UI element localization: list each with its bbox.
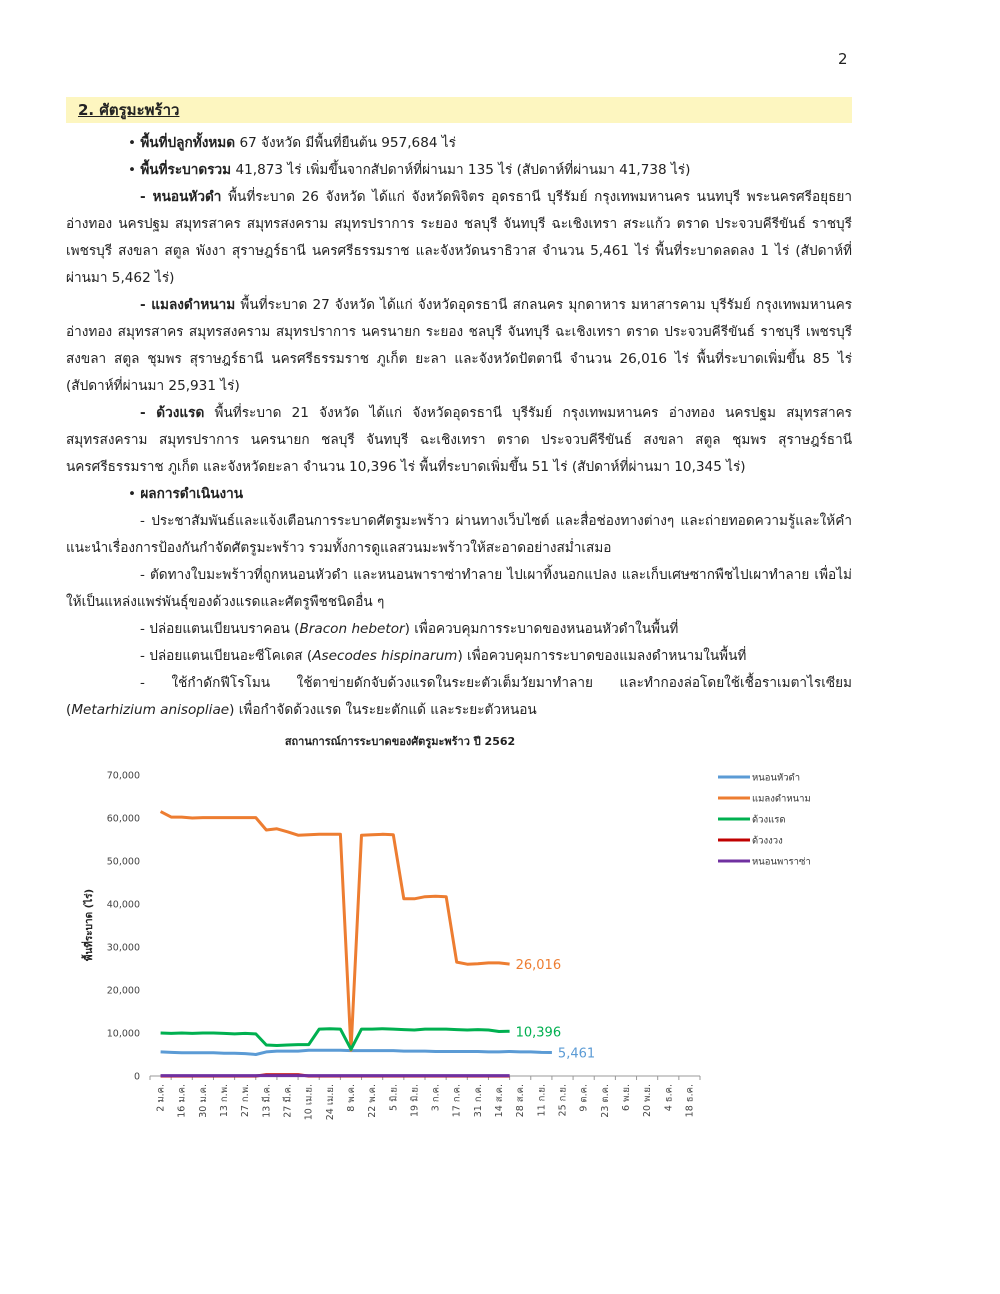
y-tick-label: 30,000 [106,942,140,954]
outbreak-text: 41,873 ไร่ เพิ่มขึ้นจากสัปดาห์ที่ผ่านมา 135 ไร่ (สัปดาห์ที่ผ่านมา 41,738 ไร่) [235,162,691,178]
section-heading-text: 2. ศัตรูมะพร้าว [78,101,180,119]
y-tick-label: 70,000 [106,770,140,782]
x-tick-label: 30 ม.ค. [197,1084,209,1118]
scientific-name: Metarhizium anisopliae [71,702,230,718]
result-item-5 [66,670,852,724]
x-tick-label: 16 ม.ค. [176,1084,188,1118]
pest-paragraph-black-headed-caterpillar [66,184,852,292]
x-tick-label: 25 ก.ย. [557,1084,569,1117]
legend-label: ด้วงงวง [752,835,783,847]
x-tick-label: 14 ส.ค. [494,1084,506,1118]
y-tick-label: 0 [133,1071,140,1083]
x-tick-label: 5 มิ.ย. [388,1084,400,1111]
y-tick-label: 20,000 [106,985,140,997]
y-tick-label: 60,000 [106,813,140,825]
outbreak-chart [70,725,850,1125]
series-line [161,1050,552,1054]
x-tick-label: 27 ก.พ. [240,1084,252,1118]
result-item-4-a: - ปล่อยแตนเบียนอะซีโคเดส ( [140,648,313,664]
pest-label: - แมลงดำหนาม [140,297,236,313]
outbreak-line: • พื้นที่ระบาดรวม 41,873 ไร่ เพิ่มขึ้นจากสัปดาห์ที่ผ่านมา 135 ไร่ (สัปดาห์ที่ผ่านมา 41,738 ไร่) [128,162,691,178]
x-tick-label: 17 ก.ค. [451,1084,463,1118]
x-tick-label: 9 ต.ค. [578,1084,590,1112]
y-tick-label: 10,000 [106,1028,140,1040]
scientific-name: Bracon hebetor [299,621,405,637]
results-heading: • ผลการดำเนินงาน [128,486,244,502]
x-tick-label: 23 ต.ค. [599,1084,611,1118]
x-tick-label: 19 มิ.ย. [409,1084,421,1117]
scientific-name: Asecodes hispinarum [312,648,458,664]
x-tick-label: 11 ก.ย. [536,1084,548,1117]
pest-paragraph-rhinoceros-beetle [66,400,852,481]
x-tick-label: 20 พ.ย. [642,1084,654,1117]
total-area-text: 67 จังหวัด มีพื้นที่ยืนต้น 957,684 ไร่ [239,135,456,151]
series-line [161,812,510,1051]
x-tick-label: 27 มี.ค. [282,1084,294,1118]
x-tick-label: 2 ม.ค. [155,1084,167,1112]
legend-label: แมลงดำหนาม [752,793,811,805]
result-item-1: - ประชาสัมพันธ์และแจ้งเตือนการระบาดศัตรูมะพร้าว ผ่านทางเว็บไซต์ และสื่อช่องทางต่างๆ และถ่ายทอดความรู้และให้คำแนะนำเรื่องการป้องกันกำจัดศัตรูมะพร้าว รวมทั้งการดูแลสวนมะพร้าวให้สะอาดอย่างสม่ำเสมอ [66,513,852,556]
page-number: 2 [838,50,848,68]
pest-label: - หนอนหัวดำ [140,189,222,205]
series-end-label: 26,016 [515,958,562,974]
x-tick-label: 6 พ.ย. [620,1084,632,1111]
x-tick-label: 13 ก.พ. [219,1084,231,1118]
pest-text: พื้นที่ระบาด 26 จังหวัด ได้แก่ จังหวัดพิจิตร อุดรธานี บุรีรัมย์ กรุงเทพมหานคร นนทบุรี พระนครศรีอยุธยา อ่างทอง นครปฐม สมุทรสาคร สมุทรสงคราม สมุทรปราการ ระยอง ชลบุรี จันทบุรี ฉะเชิงเทรา สระแก้ว ตราด ประจวบคีรีขันธ์ ราชบุรี เพชรบุรี สงขลา สตูล พังงา สุราษฎร์ธานี นครศรีธรรมราช และจังหวัดนราธิวาส จำนวน 5,461 ไร่ พื้นที่ระบาดลดลง 1 ไร่ (สัปดาห์ที่ผ่านมา 5,462 ไร่) [66,189,852,286]
x-tick-label: 18 ธ.ค. [684,1084,696,1118]
total-area-line: • พื้นที่ปลูกทั้งหมด 67 จังหวัด มีพื้นที่ยืนต้น 957,684 ไร่ [128,135,456,151]
result-item-3-b: ) เพื่อควบคุมการระบาดของหนอนหัวดำในพื้นที่ [404,621,679,637]
legend-label: หนอนพาราซ่า [752,856,811,868]
series-end-label: 10,396 [515,1025,562,1041]
series-line [161,1029,510,1050]
result-item-4-b: ) เพื่อควบคุมการระบาดของแมลงดำหนามในพื้นที่ [457,648,747,664]
y-tick-label: 50,000 [106,856,140,868]
result-item-4 [140,643,746,670]
x-tick-label: 3 ก.ค. [430,1084,442,1112]
results-label: ผลการดำเนินงาน [140,486,244,502]
x-tick-label: 28 ส.ค. [515,1084,527,1118]
result-item-3 [140,616,678,643]
section-heading [66,97,852,123]
pest-text: พื้นที่ระบาด 21 จังหวัด ได้แก่ จังหวัดอุดรธานี บุรีรัมย์ กรุงเทพมหานคร อ่างทอง นครปฐม สมุทรสาคร สมุทรสงคราม สมุทรปราการ นครนายก ชลบุรี จันทบุรี ฉะเชิงเทรา ตราด ประจวบคีรีขันธ์ สงขลา สตูล ชุมพร สุราษฎร์ธานี นครศรีธรรมราช ภูเก็ต และจังหวัดยะลา จำนวน 10,396 ไร่ พื้นที่ระบาดเพิ่มขึ้น 51 ไร่ (สัปดาห์ที่ผ่านมา 10,345 ไร่) [66,405,852,475]
legend-label: ด้วงแรด [752,814,786,826]
pest-text: พื้นที่ระบาด 27 จังหวัด ได้แก่ จังหวัดอุดรธานี สกลนคร มุกดาหาร มหาสารคาม บุรีรัมย์ กรุงเทพมหานคร อ่างทอง สมุทรสาคร สมุทรสงคราม สมุทรปราการ นครนายก ระยอง ชลบุรี จันทบุรี ฉะเชิงเทรา ตราด ประจวบคีรีขันธ์ ราชบุรี เพชรบุรี สงขลา สตูล ชุมพร สุราษฎร์ธานี นครศรีธรรมราช ภูเก็ต ยะลา และจังหวัดปัตตานี จำนวน 26,016 ไร่ พื้นที่ระบาดเพิ่มขึ้น 85 ไร่ (สัปดาห์ที่ผ่านมา 25,931 ไร่) [66,297,852,394]
y-tick-label: 40,000 [106,899,140,911]
result-item-2: - ตัดทางใบมะพร้าวที่ถูกหนอนหัวดำ และหนอนพาราซ่าทำลาย ไปเผาทิ้งนอกแปลง และเก็บเศษซากพืชไปเผาทำลาย เพื่อไม่ให้เป็นแหล่งแพร่พันธุ์ของด้วงแรดและศัตรูพืชชนิดอื่น ๆ [66,567,852,610]
chart-title: สถานการณ์การระบาดของศัตรูมะพร้าว ปี 2562 [284,735,516,748]
result-item-5-a: - ใช้กำดักฟีโรโมน ใช้ตาข่ายดักจับด้วงแรดในระยะตัวเต็มวัยมาทำลาย และทำกองล่อโดยใช้เชื้อราเมตาไรเซียม ( [66,675,852,718]
x-tick-label: 8 พ.ค. [345,1084,357,1112]
result-item-5-b: ) เพื่อกำจัดด้วงแรด ในระยะตักแด้ และระยะตัวหนอน [229,702,537,718]
outbreak-chart-svg [70,725,850,1125]
legend-label: หนอนหัวดำ [752,772,801,784]
outbreak-label: พื้นที่ระบาดรวม [140,162,232,178]
pest-label: - ด้วงแรด [140,405,205,421]
result-item-3-a: - ปล่อยแตนเบียนบราคอน ( [140,621,300,637]
x-tick-label: 13 มี.ค. [261,1084,273,1118]
x-tick-label: 31 ก.ค. [472,1084,484,1118]
x-tick-label: 22 พ.ค. [367,1084,379,1118]
y-axis-label: พื้นที่ระบาด (ไร่) [84,888,95,962]
x-tick-label: 4 ธ.ค. [663,1084,675,1112]
pest-paragraph-coconut-hispine-beetle [66,292,852,400]
x-tick-label: 24 เม.ย. [324,1084,336,1121]
x-tick-label: 10 เม.ย. [303,1084,315,1121]
series-end-label: 5,461 [557,1046,596,1062]
total-area-label: พื้นที่ปลูกทั้งหมด [140,135,236,151]
